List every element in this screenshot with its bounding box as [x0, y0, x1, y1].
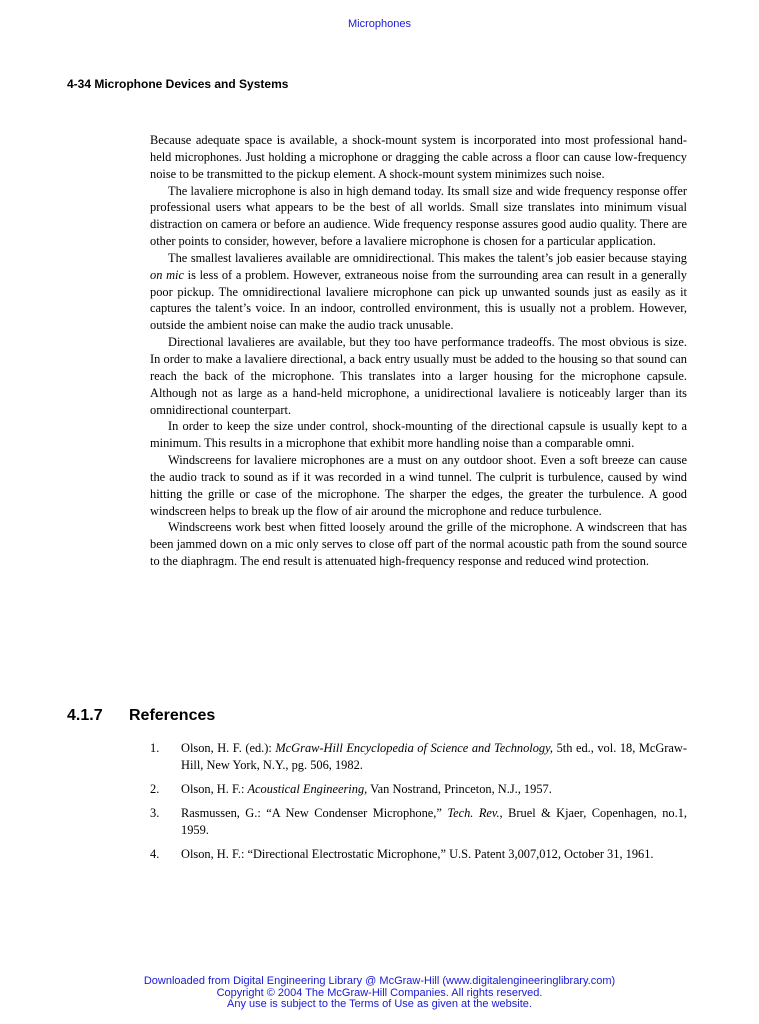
reference-text	[181, 781, 687, 798]
reference-title-italic: McGraw-Hill Encyclopedia of Science and Technology,	[275, 741, 554, 755]
reference-details: Bruel & Kjaer, Copenhagen, no.1, 1959.	[181, 806, 687, 837]
reference-details: 5th ed., vol. 18, McGraw-Hill, New York, N.Y., pg. 506, 1982.	[181, 741, 688, 772]
reference-title-italic: Acoustical Engineering,	[247, 782, 368, 796]
reference-item	[150, 846, 687, 863]
footer-terms-link[interactable]: Any use is subject to the Terms of Use as given at the website.	[227, 998, 532, 1010]
reference-number: 4.	[150, 847, 160, 861]
reference-title-italic: Tech. Rev.,	[447, 806, 503, 820]
paragraph-3-part-a: The smallest lavalieres available are omnidirectional. This makes the talent’s job easier because staying	[168, 250, 687, 265]
reference-text	[181, 846, 687, 863]
paragraph-6: Windscreens for lavaliere microphones are a must on any outdoor shoot. Even a soft breeze can cause the audio track to sound as if it was recorded in a wind tunnel. The culprit is turbulence, caused by wind hitting the grille or case of the microphone. The sharper the edges, the greater the turbulence. A good windscreen helps to break up the flow of air around the microphone and reduce turbulence.	[150, 453, 687, 518]
reference-number: 2.	[150, 782, 160, 796]
reference-text	[181, 740, 687, 774]
footer	[0, 976, 759, 1011]
reference-item	[150, 781, 687, 798]
running-header: Microphones	[348, 18, 411, 30]
footer-copyright: Copyright © 2004 The McGraw-Hill Companies. All rights reserved.	[216, 986, 543, 999]
references-heading	[67, 707, 215, 725]
reference-author: Rasmussen, G.: “A New Condenser Microphone,”	[181, 806, 448, 820]
footer-download-link[interactable]: Downloaded from Digital Engineering Library @ McGraw-Hill (www.digitalengineeringlibrary.com)	[143, 975, 616, 987]
references-section-number: 4.1.7	[67, 707, 103, 724]
reference-item	[150, 805, 687, 839]
paragraph-1: Because adequate space is available, a shock-mount system is incorporated into most professional hand-held microphones. Just holding a microphone or dragging the cable across a floor can cause low-frequency noise to be transmitted to the pickup element. A shock-mount system minimizes such noise.	[150, 133, 687, 181]
references-title: References	[129, 707, 216, 724]
paragraph-2: The lavaliere microphone is also in high demand today. Its small size and wide frequency response offer professional users what appears to be the best of all worlds. Small size translates into minimum visual distraction on camera or before an audience. Wide frequency response assures good audio quality. There are other points to consider, however, before a lavaliere microphone is chosen for a particular application.	[150, 183, 687, 249]
body-text	[150, 132, 687, 570]
paragraph-3-part-b: is less of a problem. However, extraneous noise from the surrounding area can result in a generally poor pickup. The omnidirectional lavaliere microphone can pick up unwanted sounds just as easily as it captures the talent’s voice. In an indoor, controlled environment, this is usually not a problem. However, outside the ambient noise can make the audio track unusable.	[150, 267, 687, 333]
reference-author: Olson, H. F. (ed.):	[181, 741, 276, 755]
paragraph-4: Directional lavalieres are available, but they too have performance tradeoffs. The most obvious is size. In order to make a lavaliere directional, a back entry usually must be added to the housing so that sound can reach the back of the microphone. This translates into a larger housing for the microphone capsule. Although not as large as a hand-held microphone, a unidirectional lavaliere is noticeably larger than its omnidirectional counterpart.	[150, 335, 687, 417]
paragraph-3	[150, 250, 687, 334]
reference-number: 3.	[150, 806, 160, 820]
page-section-title: 4-34 Microphone Devices and Systems	[67, 77, 289, 91]
reference-author: Olson, H. F.: “Directional Electrostatic Microphone,” U.S. Patent 3,007,012, October 31, 1961.	[181, 847, 654, 861]
paragraph-3-emphasis: on mic	[150, 267, 184, 282]
reference-author: Olson, H. F.:	[181, 782, 248, 796]
reference-number: 1.	[150, 741, 160, 755]
paragraph-5: In order to keep the size under control, shock-mounting of the directional capsule is usually kept to a minimum. This results in a microphone that exhibit more handling noise than a comparable omni.	[150, 419, 687, 451]
reference-details: Van Nostrand, Princeton, N.J., 1957.	[367, 782, 552, 796]
reference-text	[181, 805, 687, 839]
reference-item	[150, 740, 687, 774]
references-list	[150, 740, 687, 870]
paragraph-7: Windscreens work best when fitted loosely around the grille of the microphone. A windscreen that has been jammed down on a mic only serves to close off part of the normal acoustic path from the sound source to the diaphragm. The end result is attenuated high-frequency response and reduced wind protection.	[150, 520, 687, 569]
